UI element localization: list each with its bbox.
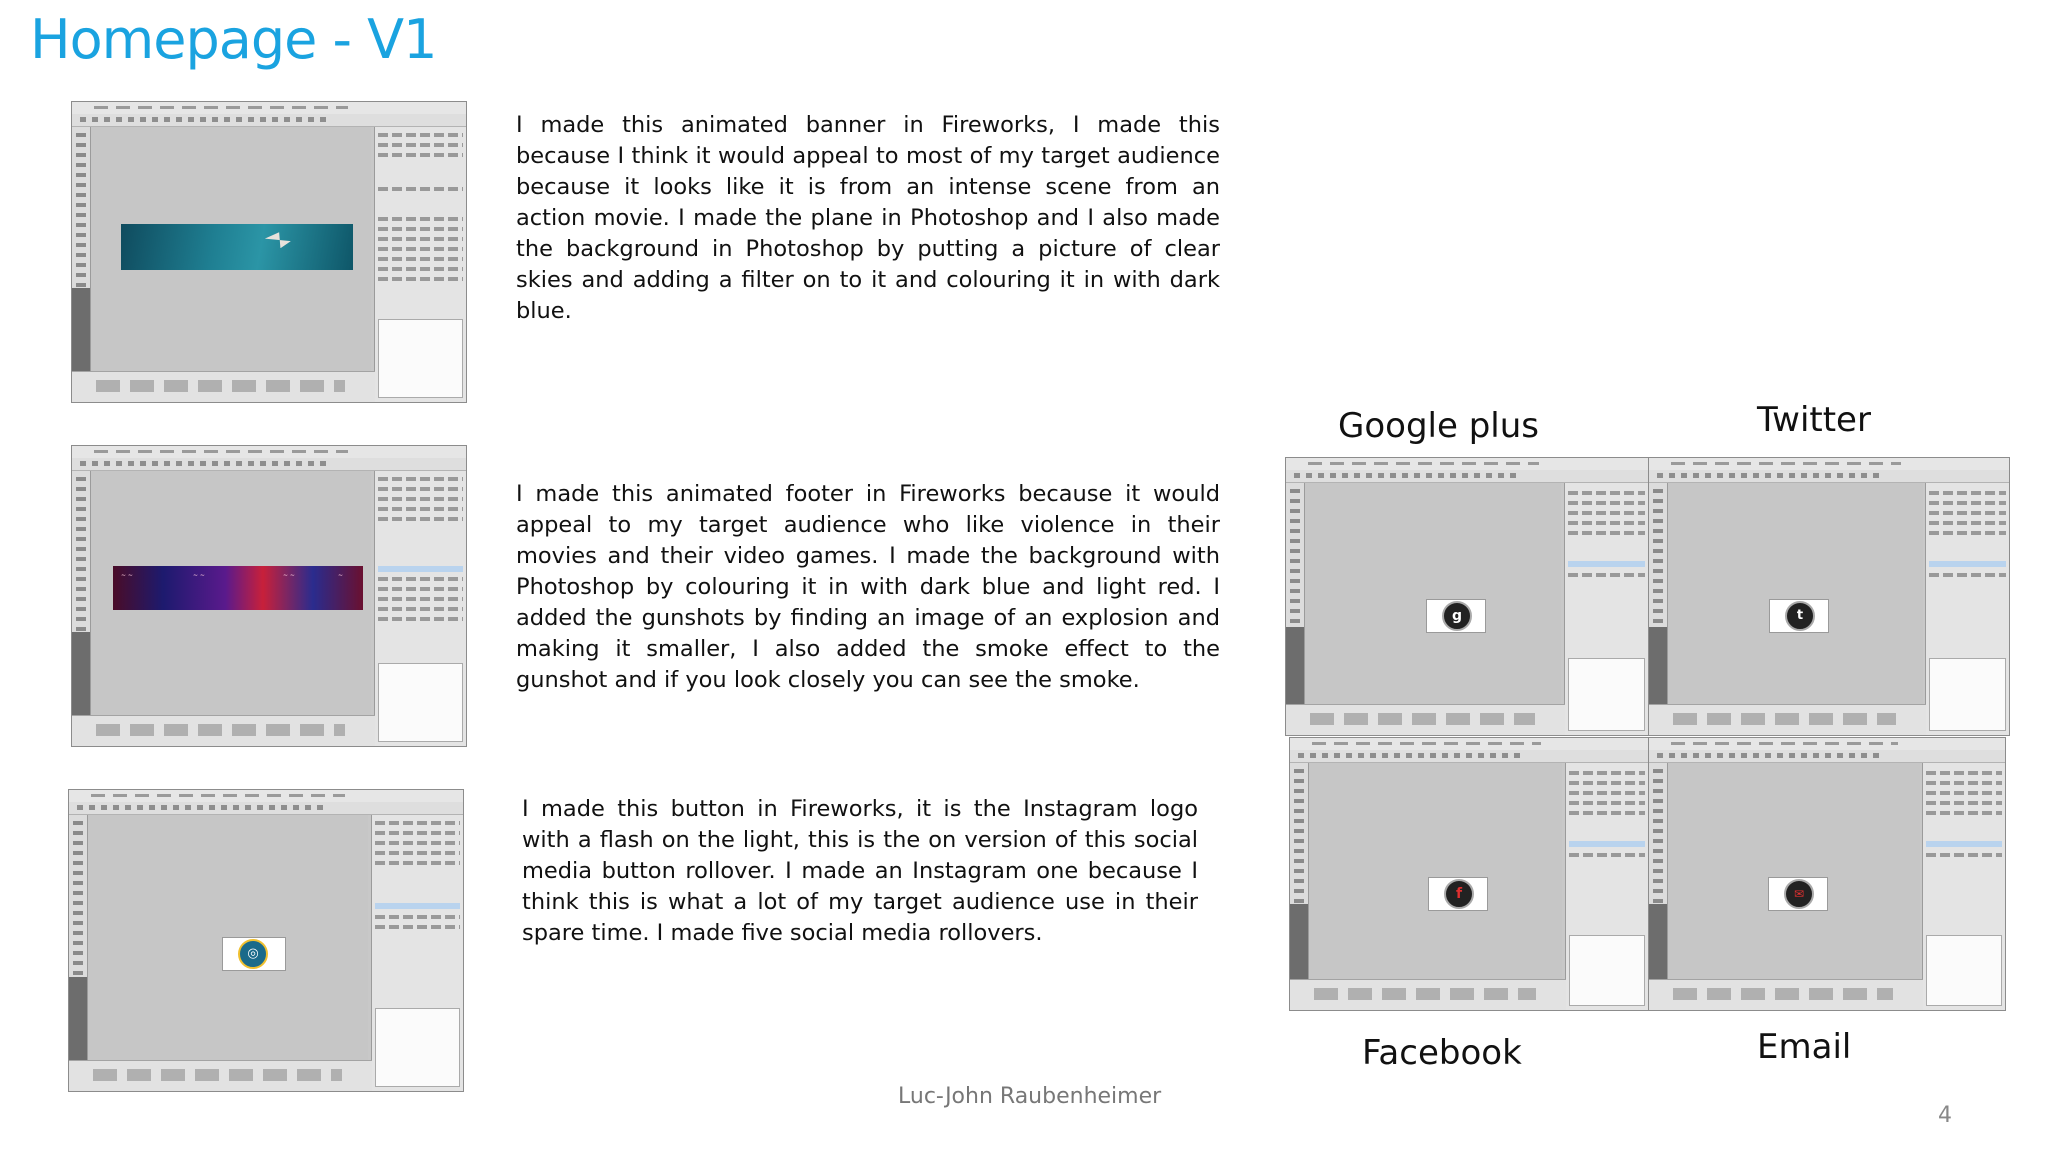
- caption-facebook: Facebook: [1362, 1033, 1522, 1073]
- animated-banner-image: [121, 224, 353, 270]
- button-description: I made this button in Fireworks, it is the Instagram logo with a flash on the light, this is the on version of this social media button rollover. I made an Instagram one because I think this is what a lot of my target audience use in their spare time. I made five social media rollovers.: [522, 796, 1198, 946]
- instagram-icon: ◎: [238, 939, 268, 969]
- animated-footer-image: ~ ~ ~ ~ ~ ~ ~: [113, 566, 363, 610]
- fireworks-footer-screenshot: [71, 445, 467, 747]
- twitter-rollover-screenshot: [1648, 457, 2010, 736]
- email-icon: ✉: [1784, 879, 1814, 909]
- caption-email: Email: [1757, 1027, 1852, 1067]
- fireworks-instagram-button-screenshot: [68, 789, 464, 1092]
- caption-google-plus: Google plus: [1338, 406, 1539, 446]
- plane-icon: [265, 232, 291, 248]
- fireworks-banner-screenshot: [71, 101, 467, 403]
- twitter-icon: t: [1785, 601, 1815, 631]
- footer-description: I made this animated footer in Fireworks because it would appeal to my target audience who like violence in their movies and their video games. I made the background with Photoshop by colouring it in with dark blue and light red. I added the gunshots by finding an image of an explosion and making it smaller, I also added the smoke effect to the gunshot and if you look closely you can see the smoke.: [516, 481, 1220, 693]
- banner-description: I made this animated banner in Fireworks, I made this because I think it would appeal to most of my target audience because it looks like it is from an intense scene from an action movie. I made the plane in Photoshop and I also made the background in Photoshop by putting a picture of clear skies and adding a filter on to it and colouring it in with dark blue.: [516, 112, 1220, 324]
- slide-title: Homepage - V1: [30, 8, 437, 71]
- facebook-rollover-screenshot: [1289, 737, 1649, 1011]
- google-plus-icon: g: [1442, 601, 1472, 631]
- page-number: 4: [1938, 1103, 1952, 1128]
- facebook-icon: f: [1444, 879, 1474, 909]
- email-rollover-screenshot: [1648, 737, 2006, 1011]
- author-footer: Luc-John Raubenheimer: [898, 1084, 1162, 1109]
- instagram-button-preview: [222, 937, 286, 971]
- caption-twitter: Twitter: [1757, 400, 1871, 440]
- google-plus-rollover-screenshot: [1285, 457, 1649, 736]
